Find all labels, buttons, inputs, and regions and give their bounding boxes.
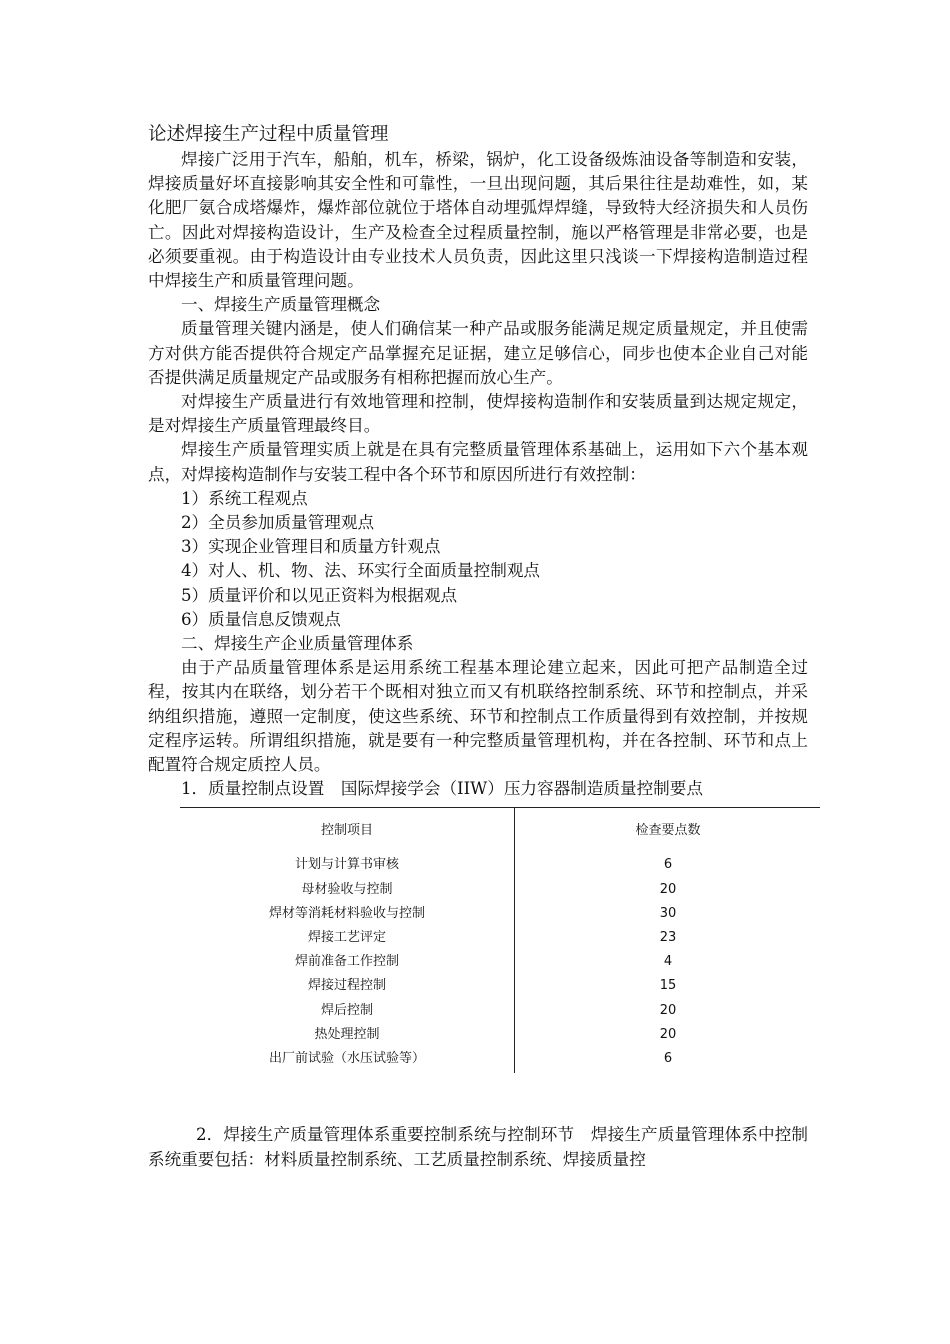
row-item: 焊接工艺评定: [307, 930, 386, 946]
section-1-paragraph-2: 对焊接生产质量进行有效地管理和控制，使焊接构造制作和安装质量到达规定规定，是对焊接生产质量管理最终目。: [148, 392, 808, 436]
table-row: [180, 853, 820, 877]
section-1-paragraph-3: 焊接生产质量管理实质上就是在具有完整质量管理体系基础上，运用如下六个基本观点，对焊接构造制作与安装工程中各个环节和原因所进行有效控制：: [148, 440, 808, 484]
list-item: 2）全员参加质量管理观点: [181, 513, 375, 533]
row-item: 母材验收与控制: [301, 881, 393, 897]
list-item: 1）系统工程观点: [181, 488, 308, 508]
row-item: 焊后控制: [320, 1002, 373, 1018]
row-count: 15: [659, 978, 677, 994]
row-count: 6: [663, 857, 673, 873]
row-item: 热处理控制: [314, 1026, 380, 1042]
row-count: 23: [659, 930, 677, 946]
section-1-heading: 一、焊接生产质量管理概念: [181, 295, 381, 315]
quality-control-table: [180, 807, 820, 1075]
row-count: 20: [659, 1002, 677, 1018]
list-item: 4）对人、机、物、法、环实行全面质量控制观点: [181, 561, 541, 581]
column-header-count: 检查要点数: [635, 823, 701, 839]
table-row: [180, 878, 820, 902]
intro-paragraph: 焊接广泛用于汽车，船舶，机车，桥梁，锅炉，化工设备级炼油设备等制造和安装，焊接质量好坏直接影响其安全性和可靠性，一旦出现问题，其后果往往是劫难性，如，某化肥厂氨合成塔爆炸，爆炸部位就位于塔体自动埋弧焊焊缝，导致特大经济损失和人员伤亡。因此对焊接构造设计，生产及检查全过程质量控制，施以严格管理是非常必要，也是必须要重视。由于构造设计由专业技术人员负责，因此这里只浅谈一下焊接构造制造过程中焊接生产和质量管理问题。: [148, 150, 808, 291]
row-item: 焊材等消耗材料验收与控制: [268, 905, 425, 921]
table-caption: 1．质量控制点设置 国际焊接学会（IIW）压力容器制造质量控制要点: [181, 779, 703, 799]
section-2-2-paragraph: 2．焊接生产质量管理体系重要控制系统与控制环节 焊接生产质量管理体系中控制系统重要包括：材料质量控制系统、工艺质量控制系统、焊接质量控: [148, 1125, 808, 1169]
row-item: 出厂前试验（水压试验等）: [268, 1050, 425, 1066]
list-item: 6）质量信息反馈观点: [181, 609, 341, 629]
list-item: 5）质量评价和以见正资料为根据观点: [181, 585, 458, 605]
table-row: [180, 950, 820, 974]
document-page: [148, 122, 808, 1172]
viewpoint-list: [148, 487, 808, 632]
column-header-item: 控制项目: [320, 823, 373, 839]
row-item: 计划与计算书审核: [294, 857, 399, 873]
list-item: 3）实现企业管理目和质量方针观点: [181, 537, 441, 557]
section-2-heading: 二、焊接生产企业质量管理体系: [181, 634, 414, 654]
table-row: [180, 1023, 820, 1047]
table-top-rule: [180, 807, 820, 808]
row-count: 4: [663, 954, 673, 970]
spacer: [148, 1075, 808, 1123]
row-count: 20: [659, 881, 677, 897]
table-row: [180, 926, 820, 950]
section-2-paragraph: 由于产品质量管理体系是运用系统工程基本理论建立起来，因此可把产品制造全过程，按其内在联络，划分若干个既相对独立而又有机联络控制系统、环节和控制点，并采纳组织措施，遵照一定制度，使这些系统、环节和控制点工作质量得到有效控制，并按规定程序运转。所谓组织措施，就是要有一种完整质量管理机构，并在各控制、环节和点上配置符合规定质控人员。: [148, 658, 808, 775]
row-item: 焊接过程控制: [307, 978, 386, 994]
row-count: 20: [659, 1026, 677, 1042]
row-item: 焊前准备工作控制: [294, 954, 399, 970]
table-body: [180, 853, 820, 1071]
table-row: [180, 974, 820, 998]
table-row: [180, 1047, 820, 1071]
row-count: 6: [663, 1050, 673, 1066]
table-row: [180, 999, 820, 1023]
table-row: [180, 902, 820, 926]
row-count: 30: [659, 905, 677, 921]
document-title: 论述焊接生产过程中质量管理: [148, 124, 389, 145]
section-1-paragraph-1: 质量管理关键内涵是，使人们确信某一种产品或服务能满足规定质量规定，并且使需方对供方能否提供符合规定产品掌握充足证据，建立足够信心，同步也使本企业自己对能否提供满足质量规定产品或服务有相称把握而放心生产。: [148, 319, 808, 387]
